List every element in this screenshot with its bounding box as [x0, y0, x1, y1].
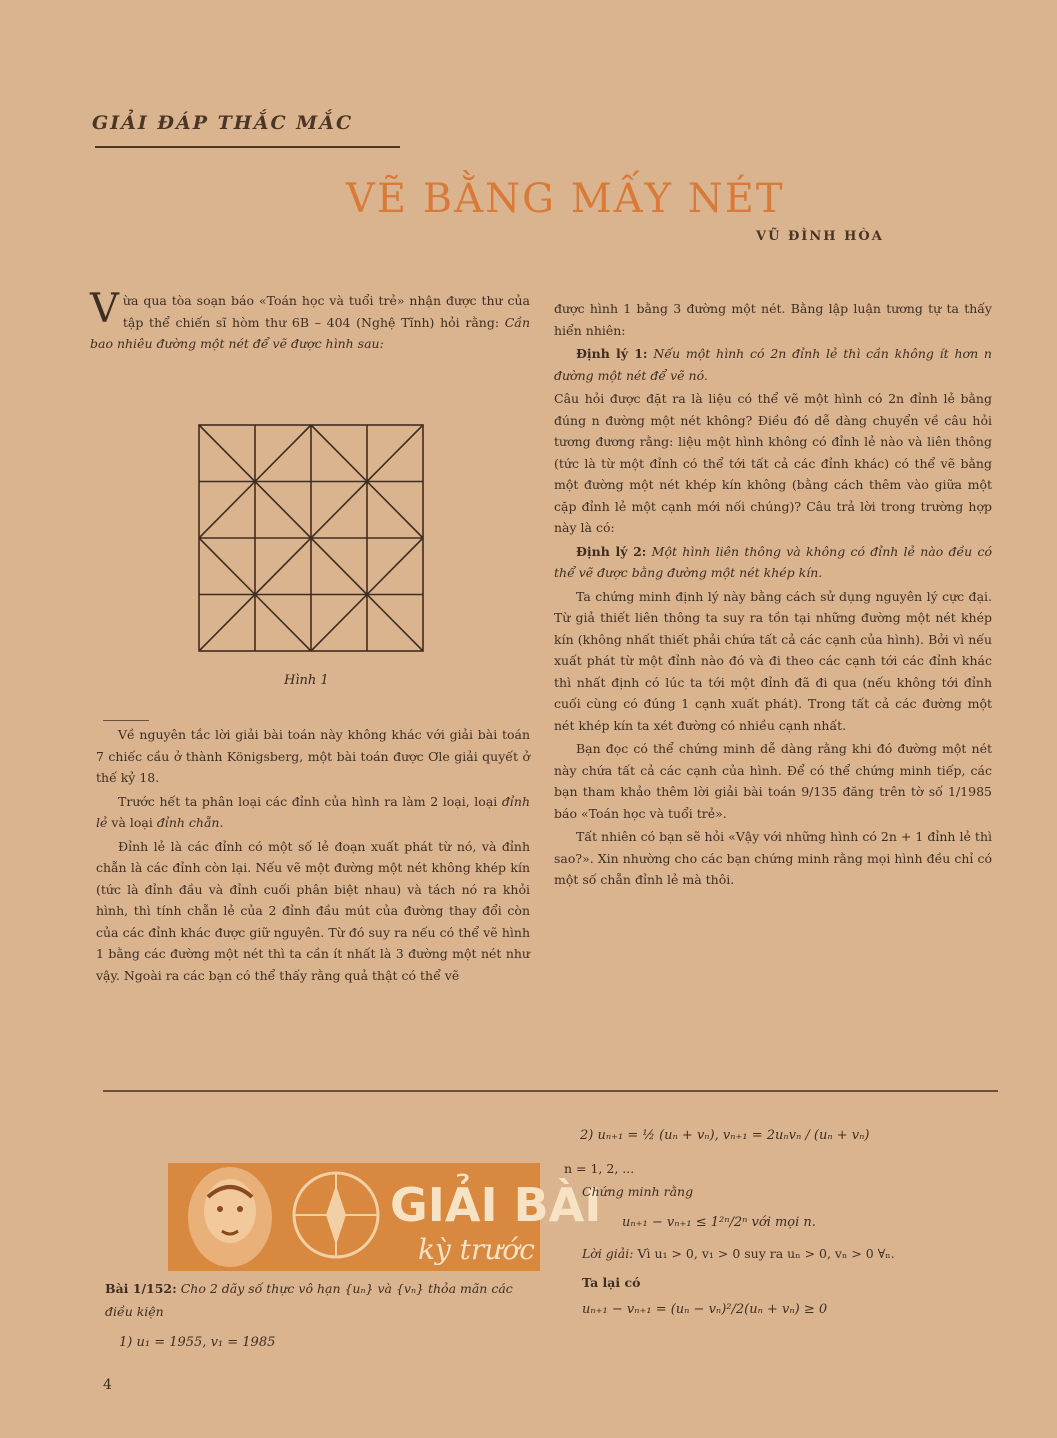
face-illustration	[188, 1167, 272, 1267]
prove-label: Chứng minh rằng	[582, 1184, 694, 1199]
section-title-underline	[95, 146, 400, 148]
n-range: n = 1, 2, ...	[564, 1161, 635, 1176]
paragraph-konigsberg: Về nguyên tắc lời giải bài toán này không khác với giải bài toán 7 chiếc cầu ở thành Königsberg, một bài toán được Ơle giải quyết ở thế kỷ 18.	[96, 727, 530, 785]
solution-label: Lời giải:	[582, 1246, 634, 1261]
theorem-2	[554, 541, 992, 584]
drop-cap: V	[90, 286, 119, 332]
theorem-1-label: Định lý 1:	[576, 346, 648, 361]
paragraph-classify	[96, 791, 530, 834]
intro-question: Cần bao nhiêu đường một nét để vẽ được hình sau:	[90, 314, 530, 351]
right-column	[554, 298, 992, 893]
condition-2: 2) uₙ₊₁ = ½ (uₙ + vₙ), vₙ₊₁ = 2uₙvₙ / (uₙ + vₙ)	[580, 1128, 870, 1143]
theorem-1	[554, 343, 992, 386]
theorem-1-text: Nếu một hình có 2n đỉnh lẻ thì cần không ít hơn n đường một nét để vẽ nó.	[554, 346, 992, 383]
classify-text-b: và loại	[107, 815, 157, 830]
have-label: Ta lại có	[582, 1275, 641, 1290]
theorem-2-text: Một hình liên thông và không có đỉnh lẻ nào đều có thể vẽ được bằng đường một nét khép kín.	[554, 543, 992, 580]
inequality: uₙ₊₁ − vₙ₊₁ ≤ 1²ⁿ/2ⁿ với mọi n.	[622, 1215, 816, 1230]
article-title: VẼ BẰNG MẤY NÉT	[346, 176, 785, 222]
even-vertex-term: đỉnh chẵn	[156, 815, 220, 830]
condition-1: 1) u₁ = 1955, v₁ = 1985	[119, 1335, 276, 1350]
page-number: 4	[103, 1377, 112, 1393]
left-column-intro	[90, 286, 530, 357]
theorem-2-label: Định lý 2:	[576, 543, 647, 559]
solution-text: Vì u₁ > 0, v₁ > 0 suy ra uₙ > 0, vₙ > 0 ∀ₙ.	[633, 1246, 895, 1261]
banner-subtitle: kỳ trước	[418, 1233, 535, 1266]
paragraph-conclusion: Tất nhiên có bạn sẽ hỏi «Vậy với những hình có 2n + 1 đỉnh lẻ thì sao?». Xin nhường cho các bạn chứng minh rằng mọi hình đều chỉ có một số chẵn đỉnh lẻ mà thôi.	[554, 829, 992, 887]
banner-title: GIẢI BÀI	[390, 1178, 602, 1232]
section-title: GIẢI ĐÁP THẮC MẮC	[92, 112, 354, 134]
paragraph-reader: Bạn đọc có thể chứng minh dễ dàng rằng khi đó đường một nét này chứa tất cả các cạnh của hình. Để có thể chứng minh tiếp, các bạn tham khảo thêm lời giải bài toán 9/135 đăng trên tờ số 1/1985 báo «Toán học và tuổi trẻ».	[554, 741, 992, 821]
problem-statement	[105, 1277, 541, 1354]
solution-block	[564, 1124, 994, 1321]
compass-icon	[294, 1173, 378, 1257]
figure-grid-diagram	[197, 423, 425, 653]
solution-formula: uₙ₊₁ − vₙ₊₁ = (uₙ − vₙ)²/2(uₙ + vₙ) ≥ 0	[582, 1302, 828, 1317]
intro-text: ừa qua tòa soạn báo «Toán học và tuổi trẻ» nhận được thư của tập thể chiến sĩ hòm thư 6B – 404 (Nghệ Tĩnh) hỏi rằng:	[122, 293, 530, 330]
classify-text-c: .	[219, 815, 224, 830]
figure-caption: Hình 1	[284, 673, 329, 688]
classify-text-a: Trước hết ta phân loại các đỉnh của hình ra làm 2 loại, loại	[118, 793, 502, 809]
section-divider	[103, 1090, 998, 1092]
paragraph-odd-vertices: Đỉnh lẻ là các đỉnh có một số lẻ đoạn xuất phát từ nó, và đỉnh chẵn là các đỉnh còn lại. Nếu vẽ một đường một nét không khép kín (tức là đỉnh đầu và đỉnh cuối phân biệt nhau) và tách nó ra khỏi hình, thì tính chẵn lẻ của 2 đỉnh đầu mút của đường thay đổi còn của các đỉnh khác được giữ nguyên. Từ đó suy ra nếu có thể vẽ hình 1 bằng các đường một nét thì ta cần ít nhất là 3 đường một nét như vậy. Ngoài ra các bạn có thể thấy rằng quả thật có thể vẽ	[96, 838, 530, 983]
odd-vertex-term: đỉnh lẻ	[96, 793, 530, 830]
problem-description: Cho 2 dãy số thực vô hạn {uₙ} và {vₙ} thỏa mãn các điều kiện	[105, 1281, 513, 1319]
short-divider	[103, 720, 149, 721]
problem-label: Bài 1/152:	[105, 1281, 177, 1296]
paragraph-question: Câu hỏi được đặt ra là liệu có thể vẽ một hình có 2n đỉnh lẻ bằng đúng n đường một nét không? Điều đó dễ dàng chuyển về câu hỏi tương đương rằng: liệu một hình không có đỉnh lẻ nào và liên thông (tức là từ một đỉnh có thể tới tất cả các đỉnh khác) có thể vẽ bằng một đường một nét khép kín không (bằng cách thêm vào giữa một cặp đỉnh lẻ một cạnh mới nối chúng)? Câu trả lời trong trường hợp này là có:	[554, 391, 992, 535]
problem-text	[105, 1277, 541, 1323]
paragraph-continuation: được hình 1 bằng 3 đường một nét. Bằng lập luận tương tự ta thấy hiển nhiên:	[554, 301, 992, 338]
article-author: VŨ ĐÌNH HÒA	[756, 229, 884, 244]
left-column-body	[96, 724, 530, 988]
solution-line	[564, 1242, 994, 1265]
paragraph-proof: Ta chứng minh định lý này bằng cách sử dụng nguyên lý cực đại. Từ giả thiết liên thông ta suy ra tồn tại những đường một nét khép kín (không nhất thiết phải chứa tất cả các cạnh của hình). Bởi vì nếu xuất phát từ một đỉnh nào đó và đi theo các cạnh tới các đỉnh khác thì nhất định có lúc ta tới một đỉnh đã đi qua (nếu không tới đỉnh cuối cùng có đúng 1 cạnh xuất phát). Trong tất cả các đường một nét khép kín ta xét đường có nhiều cạnh nhất.	[554, 588, 992, 733]
